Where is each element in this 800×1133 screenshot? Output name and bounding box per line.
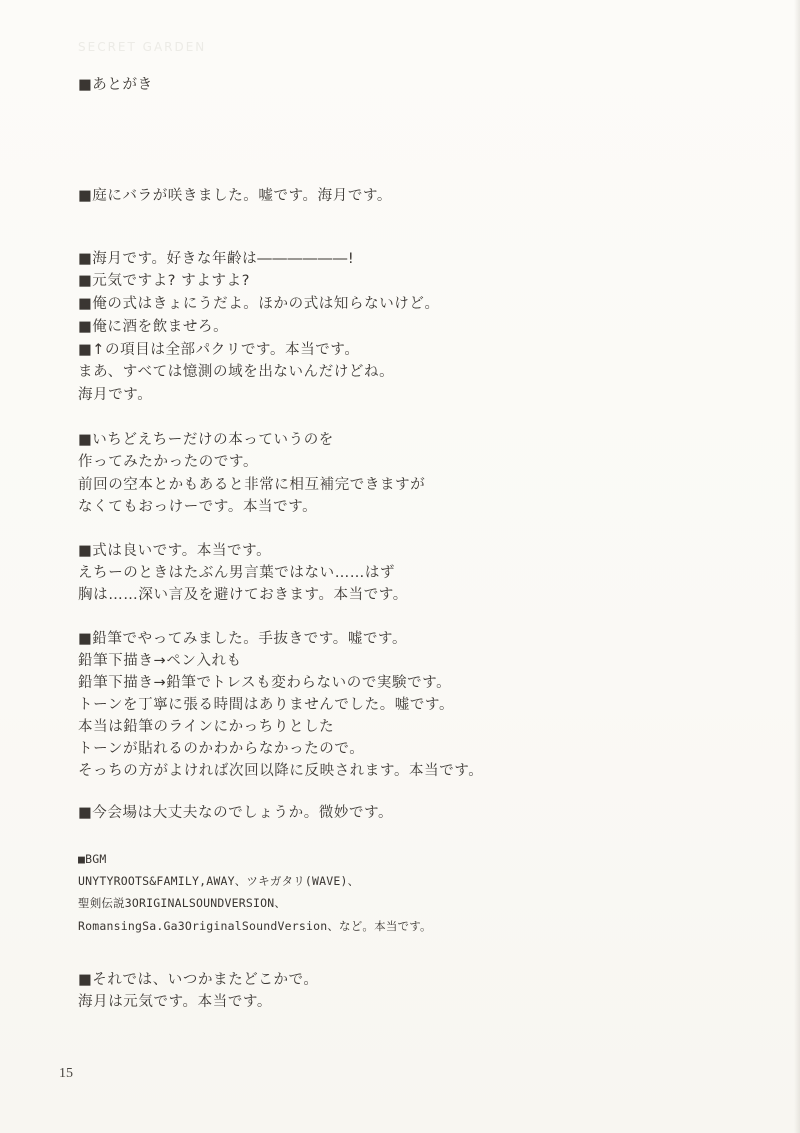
text-line: 鉛筆下描き→ペン入れも <box>78 653 242 669</box>
text-line: 鉛筆下描き→鉛筆でトレスも変わらないので実験です。 <box>78 675 452 691</box>
text-line: 海月は元気です。本当です。 <box>78 994 272 1010</box>
afterword-heading: ■あとがき <box>78 77 153 93</box>
text-line: なくてもおっけーです。本当です。 <box>78 499 318 515</box>
text-line: えちーのときはたぶん男言葉ではない……はず <box>78 565 396 581</box>
text-line: まあ、すべては憶測の域を出ないんだけどね。 <box>78 364 395 380</box>
bgm-line: UNYTYROOTS&FAMILY,AWAY、ツキガタリ(WAVE)、 <box>78 874 360 888</box>
text-line: ■海月です。好きな年齢は――――――! <box>78 251 355 267</box>
text-line: 本当は鉛筆のラインにかっちりとした <box>78 719 335 735</box>
text-line: ■鉛筆でやってみました。手抜きです。嘘です。 <box>78 631 408 647</box>
bgm-heading: ■BGM <box>78 852 107 866</box>
text-line: トーンが貼れるのかわからなかったので。 <box>78 741 365 757</box>
text-line: ■俺の式はきょにうだよ。ほかの式は知らないけど。 <box>78 296 440 312</box>
bgm-line: RomansingSa.Ga3OriginalSoundVersion、など。本当です。 <box>78 919 432 933</box>
text-line: ■庭にバラが咲きました。嘘です。海月です。 <box>78 188 392 204</box>
text-line: 前回の空本とかもあると非常に相互補完できますが <box>78 477 426 493</box>
text-line: ■それでは、いつかまたどこかで。 <box>78 972 319 988</box>
page-number: 15 <box>59 1066 73 1081</box>
page-edge-shadow <box>794 0 800 1133</box>
text-line: ■元気ですよ? すよすよ? <box>78 273 251 289</box>
text-line: ■式は良いです。本当です。 <box>78 543 272 559</box>
text-line: トーンを丁寧に張る時間はありませんでした。嘘です。 <box>78 697 455 713</box>
text-line: 作ってみたかったのです。 <box>78 454 259 470</box>
text-line: ■今会場は大丈夫なのでしょうか。微妙です。 <box>78 805 394 821</box>
text-line: そっちの方がよければ次回以降に反映されます。本当です。 <box>78 763 484 779</box>
text-line: 海月です。 <box>78 387 153 403</box>
bgm-line: 聖剣伝説3ORIGINALSOUNDVERSION、 <box>78 896 287 910</box>
faint-header-text: SECRET GARDEN <box>78 40 207 54</box>
text-line: 胸は……深い言及を避けておきます。本当です。 <box>78 587 408 603</box>
text-line: ■いちどえちーだけの本っていうのを <box>78 432 334 448</box>
text-line: ■↑の項目は全部パクリです。本当です。 <box>78 342 360 358</box>
text-line: ■俺に酒を飲ませろ。 <box>78 319 229 335</box>
